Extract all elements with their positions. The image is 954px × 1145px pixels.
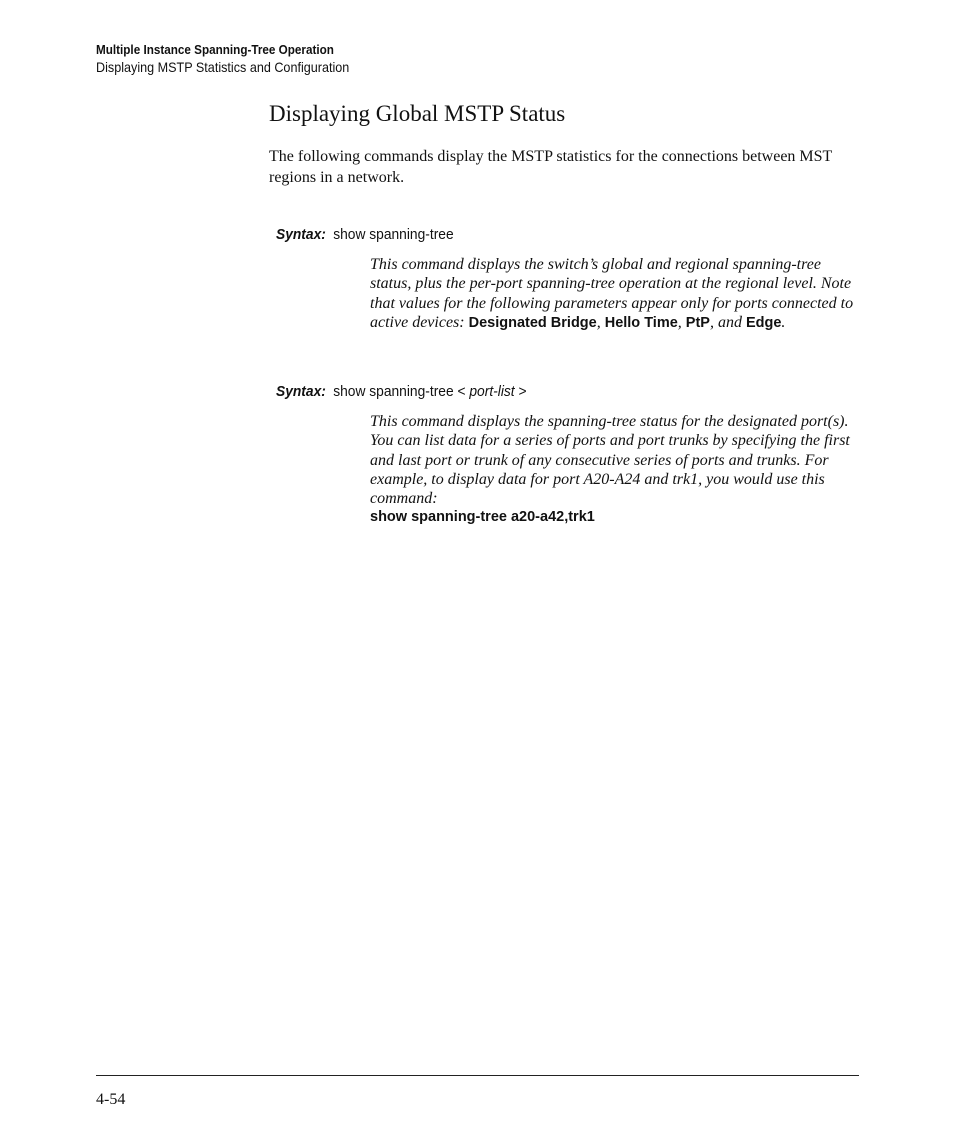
syntax-2-description	[370, 412, 855, 528]
syntax-command: show spanning-tree <	[333, 383, 466, 400]
param-designated-bridge: Designated Bridge	[468, 314, 597, 331]
intro-paragraph: The following commands display the MSTP statistics for the connections between MST regions in a network.	[269, 148, 833, 186]
syntax-argument: port-list	[469, 383, 515, 400]
syntax-label: Syntax:	[276, 226, 326, 243]
param-edge: Edge	[745, 314, 782, 331]
syntax-1-description	[370, 255, 855, 333]
example-command: show spanning-tree a20-a42,trk1	[370, 509, 595, 526]
footer-rule	[96, 1075, 859, 1076]
syntax-command: show spanning-tree	[333, 226, 454, 243]
param-ptp: PtP	[685, 314, 710, 331]
param-hello-time: Hello Time	[604, 314, 678, 331]
syntax-close: >	[518, 383, 527, 400]
running-header	[96, 41, 377, 76]
separator: ,	[677, 313, 686, 331]
conjunction: and	[717, 313, 742, 331]
page-number: 4-54	[96, 1091, 126, 1108]
separator: ,	[709, 313, 718, 331]
period: .	[781, 313, 786, 331]
chapter-title: Multiple Instance Spanning-Tree Operation	[96, 42, 334, 57]
description-text: This command displays the spanning-tree status for the designated port(s). You can list data for a series of ports and port trunks by specifying the first and last port or trunk of any consecutive series of ports and trunks. For example, to display data for port A20-A24 and trk1, you would use this command:	[370, 413, 850, 508]
page-title: Displaying Global MSTP Status	[269, 101, 566, 126]
section-title: Displaying MSTP Statistics and Configuration	[96, 59, 350, 75]
syntax-line-2	[276, 383, 527, 400]
syntax-label: Syntax:	[276, 383, 326, 400]
description-text: This command displays the switch’s global and regional spanning-tree status, plus the per-port spanning-tree operation at the regional level. Note that values for the following parameters appear only for ports connected to active devices:	[370, 256, 854, 331]
separator: ,	[596, 313, 605, 331]
syntax-line-1	[276, 226, 454, 243]
